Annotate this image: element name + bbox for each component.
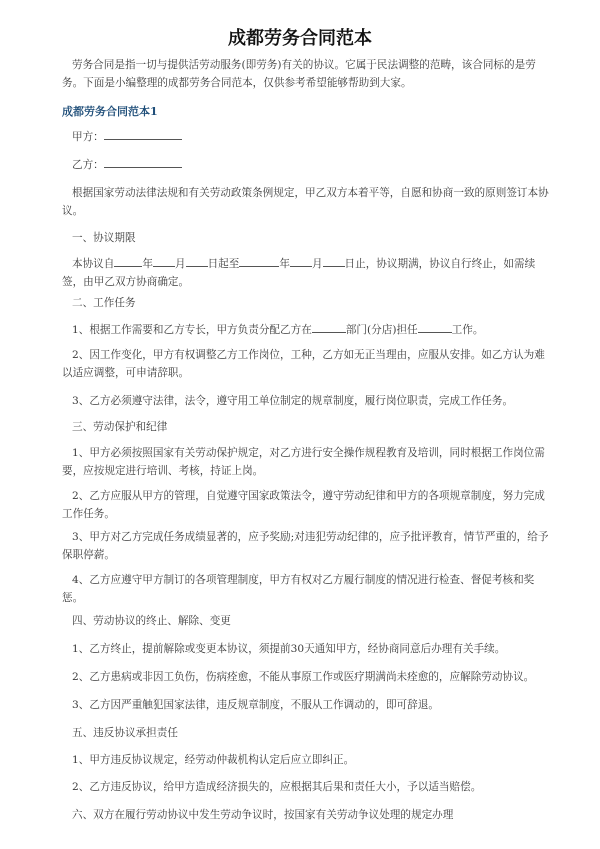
section-3-item-2: 2、乙方应服从甲方的管理，自觉遵守国家政策法令，遵守劳动纪律和甲方的各项规章制度，努力完成工作任务。 <box>62 490 545 520</box>
term-text: 日止，协议期满，协议自行终止，如需续签，由甲乙双方协商确定。 <box>62 258 536 288</box>
term-text: 年 <box>142 258 153 270</box>
section-2-heading: 二、工作任务 <box>72 297 136 309</box>
section-1-heading: 一、协议期限 <box>72 232 136 244</box>
sample-link[interactable]: 成都劳务合同范本1 <box>62 105 158 118</box>
section-3-item-4: 4、乙方应遵守甲方制订的各项管理制度，甲方有权对乙方履行制度的情况进行检查、督促考核和奖惩。 <box>62 574 535 604</box>
party-a-line <box>62 128 552 146</box>
blank <box>418 322 452 333</box>
term-text: 年 <box>279 258 290 270</box>
section-5-item-2: 2、乙方违反协议，给甲方造成经济损失的，应根据其后果和责任大小，予以适当赔偿。 <box>72 781 482 793</box>
section-5-heading: 五、违反协议承担责任 <box>72 727 178 739</box>
term-text: 本协议自 <box>72 258 115 270</box>
section-3-item-3: 3、甲方对乙方完成任务成绩显著的，应予奖励;对违犯劳动纪律的，应予批评教育，情节严重的，给予保职停薪。 <box>62 531 549 561</box>
blank <box>186 256 208 267</box>
section-4-heading: 四、劳动协议的终止、解除、变更 <box>72 615 231 627</box>
term-text: 月 <box>174 258 186 270</box>
blank <box>312 322 346 333</box>
document-title: 成都劳务合同范本 <box>228 28 372 49</box>
party-b-label: 乙方： <box>72 159 104 171</box>
blank <box>323 256 345 267</box>
preamble-paragraph: 根据国家劳动法律法规和有关劳动政策条例规定，甲乙双方本着平等，自愿和协商一致的原则签订本协议。 <box>62 187 549 217</box>
party-a-label: 甲方： <box>72 131 104 143</box>
section-3-item-1: 1、甲方必须按照国家有关劳动保护规定，对乙方进行安全操作规程教育及培训，同时根据工作岗位需要，应按规定进行培训、考核，持证上岗。 <box>62 447 545 477</box>
item-text: 工作。 <box>451 324 484 336</box>
section-5-item-1: 1、甲方违反协议规定，经劳动仲裁机构认定后应立即纠正。 <box>72 754 355 766</box>
item-text: 1、根据工作需要和乙方专长，甲方负责分配乙方在 <box>72 324 312 336</box>
section-6-heading: 六、双方在履行劳动协议中发生劳动争议时，按国家有关劳动争议处理的规定办理 <box>72 809 454 821</box>
section-2-item-3: 3、乙方必须遵守法律，法令，遵守用工单位制定的规章制度，履行岗位职责，完成工作任务。 <box>72 395 514 407</box>
section-4-item-1: 1、乙方终止，提前解除或变更本协议，须提前30天通知甲方，经协商同意后办理有关手续。 <box>72 643 506 655</box>
blank <box>239 256 279 267</box>
term-text: 日起至 <box>207 258 240 270</box>
party-b-line <box>62 156 552 174</box>
party-b-blank <box>104 157 182 168</box>
section-4-item-2: 2、乙方患病或非因工负伤，伤病痊愈，不能从事原工作或医疗期满尚未痊愈的，应解除劳动协议。 <box>72 671 535 683</box>
section-2-item-2: 2、因工作变化，甲方有权调整乙方工作岗位，工种，乙方如无正当理由，应服从安排。如乙方认为难以适应调整，可申请辞职。 <box>62 349 545 379</box>
blank <box>153 256 175 267</box>
section-1-paragraph <box>62 255 552 291</box>
item-text: 部门(分店)担任 <box>345 324 418 336</box>
section-3-heading: 三、劳动保护和纪律 <box>72 421 168 433</box>
blank <box>290 256 312 267</box>
section-4-item-3: 3、乙方因严重触犯国家法律，违反规章制度，不服从工作调动的，即可辞退。 <box>72 699 439 711</box>
section-2-item-1 <box>62 321 552 339</box>
term-text: 月 <box>311 258 323 270</box>
party-a-blank <box>104 129 182 140</box>
intro-paragraph: 劳务合同是指一切与提供活劳动服务(即劳务)有关的协议。它属于民法调整的范畴，该合同标的是劳务。下面是小编整理的成都劳务合同范本，仅供参考希望能够帮助到大家。 <box>62 59 536 89</box>
blank <box>114 256 142 267</box>
